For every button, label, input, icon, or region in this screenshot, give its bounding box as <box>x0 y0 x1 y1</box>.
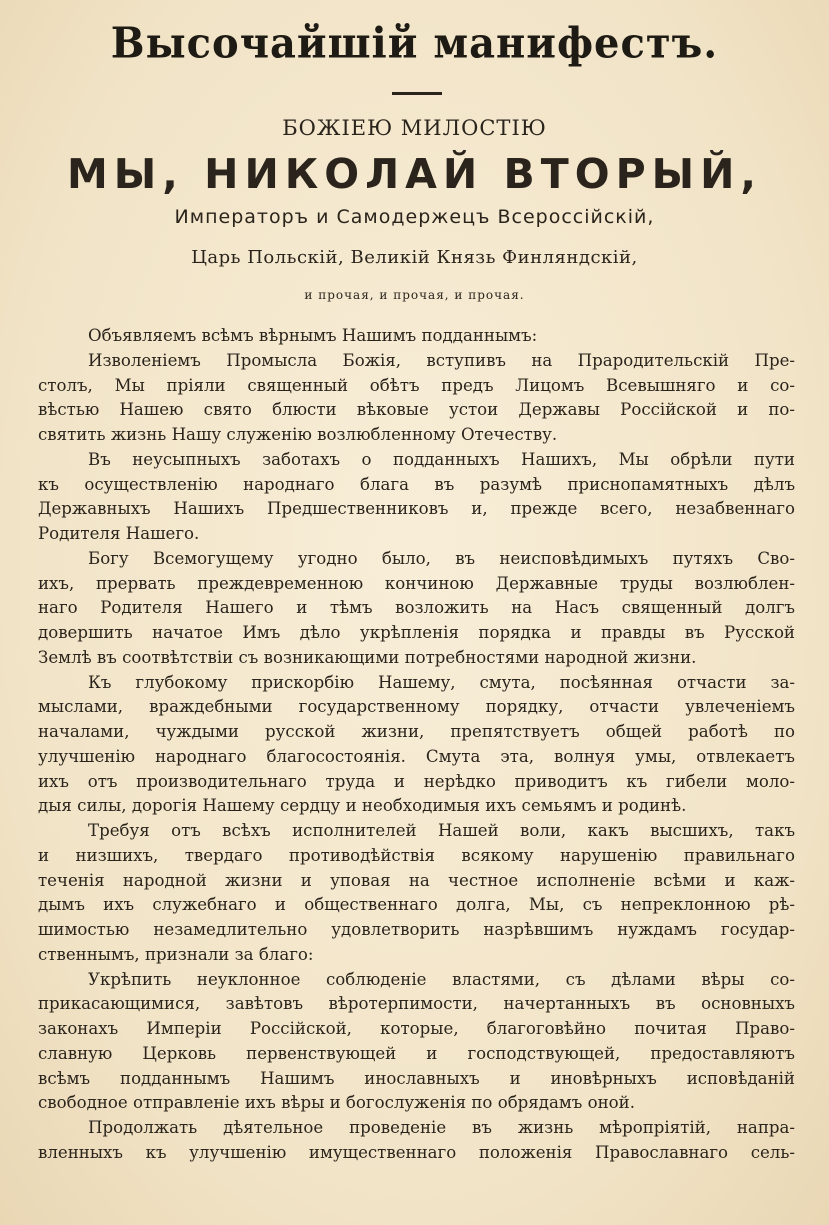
text-line: Требуя отъ всѣхъ исполнителей Нашей воли, какъ высшихъ, такъ <box>88 821 795 840</box>
text-line: довершить начатое Имъ дѣло укрѣпленія порядка и правды въ Русской <box>38 623 795 642</box>
text-line: свободное отправленіе ихъ вѣры и богослуженія по обрядамъ оной. <box>38 1093 635 1113</box>
text-line: шимостью незамедлительно удовлетворить назрѣвшимъ нуждамъ государ- <box>38 920 795 939</box>
text-line: вѣстью Нашею свято блюсти вѣковые устои Державы Россійской и по- <box>38 400 795 420</box>
manifesto-title: Высочайшій манифестъ. <box>110 18 719 69</box>
text-line: къ осуществленію народнаго блага въ разумѣ приснопамятныхъ дѣлъ <box>38 474 795 494</box>
text-line: всѣмъ подданнымъ Нашимъ инославныхъ и иновѣрныхъ исповѣданій <box>38 1068 795 1088</box>
text-line: Державныхъ Нашихъ Предшественниковъ и, прежде всего, незабвеннаго <box>38 499 795 519</box>
text-line: мыслами, враждебными государственному порядку, отчасти увлеченіемъ <box>38 697 795 717</box>
text-line: началами, чуждыми русской жизни, препятствуетъ общей работѣ по <box>38 722 795 741</box>
emperor-title-line: Императоръ и Самодержецъ Всероссійскій, <box>174 206 655 228</box>
text-line: вленныхъ къ улучшенію имущественнаго положенія Православнаго сель- <box>38 1142 795 1162</box>
text-line: Къ глубокому прискорбію Нашему, смута, посѣянная отчасти за- <box>88 672 795 692</box>
text-line: наго Родителя Нашего и тѣмъ возложить на Насъ священный долгъ <box>38 598 795 618</box>
by-grace-heading: БОЖІЕЮ МИЛОСТІЮ <box>282 116 547 140</box>
text-line: славную Церковь первенствующей и господствующей, предоставляютъ <box>38 1043 795 1063</box>
text-line: теченія народной жизни и уповая на честное исполненіе всѣми и каж- <box>38 870 795 890</box>
emperor-title-line-2: Царь Польскій, Великій Князь Финляндскій, <box>191 247 638 268</box>
text-line: Землѣ въ соотвѣтствіи съ возникающими потребностями народной жизни. <box>38 647 697 667</box>
text-line: Изволеніемъ Промысла Божія, вступивъ на Прародительскій Пре- <box>88 350 795 370</box>
text-line: дымъ ихъ служебнаго и общественнаго долга, Мы, съ непреклонною рѣ- <box>38 895 795 915</box>
text-line: ственнымъ, признали за благо: <box>38 944 314 964</box>
text-line: ихъ отъ производительнаго труда и нерѣдко приводитъ къ гибели моло- <box>38 771 795 791</box>
text-line: ихъ, прервать преждевременною кончиною Державные труды возлюблен- <box>38 573 795 593</box>
text-line: Продолжать дѣятельное проведеніе въ жизнь мѣропріятій, напра- <box>88 1118 795 1137</box>
title-divider <box>392 92 442 95</box>
text-line: законахъ Имперіи Россійской, которые, благоговѣйно почитая Право- <box>38 1019 795 1038</box>
text-line: Укрѣпить неуклонное соблюденіе властями, съ дѣлами вѣры со- <box>88 969 795 989</box>
text-line: столъ, Мы пріяли священный обѣтъ предъ Лицомъ Всевышняго и со- <box>38 375 795 395</box>
text-line: Родителя Нашего. <box>38 524 200 543</box>
text-line: прикасающимися, завѣтовъ вѣротерпимости, начертанныхъ въ основныхъ <box>38 994 795 1014</box>
etcetera-line: и прочая, и прочая, и прочая. <box>304 288 525 302</box>
text-line: Богу Всемогущему угодно было, въ неисповѣдимыхъ путяхъ Сво- <box>88 548 795 568</box>
text-line: Въ неусыпныхъ заботахъ о подданныхъ Нашихъ, Мы обрѣли пути <box>88 449 795 469</box>
text-line: и низшихъ, твердаго противодѣйствія всякому нарушенію правильнаго <box>38 845 795 865</box>
text-line: дыя силы, дорогія Нашему сердцу и необходимыя ихъ семьямъ и родинѣ. <box>38 796 687 816</box>
text-line: Объявляемъ всѣмъ вѣрнымъ Нашимъ подданнымъ: <box>88 326 538 345</box>
emperor-name-heading: МЫ, НИКОЛАЙ ВТОРЫЙ, <box>67 150 762 198</box>
text-line: святить жизнь Нашу служенію возлюбленному Отечеству. <box>38 425 558 444</box>
text-line: улучшенію народнаго благосостоянія. Смута эта, волнуя умы, отвлекаетъ <box>38 746 795 766</box>
manifesto-body <box>38 324 795 1166</box>
